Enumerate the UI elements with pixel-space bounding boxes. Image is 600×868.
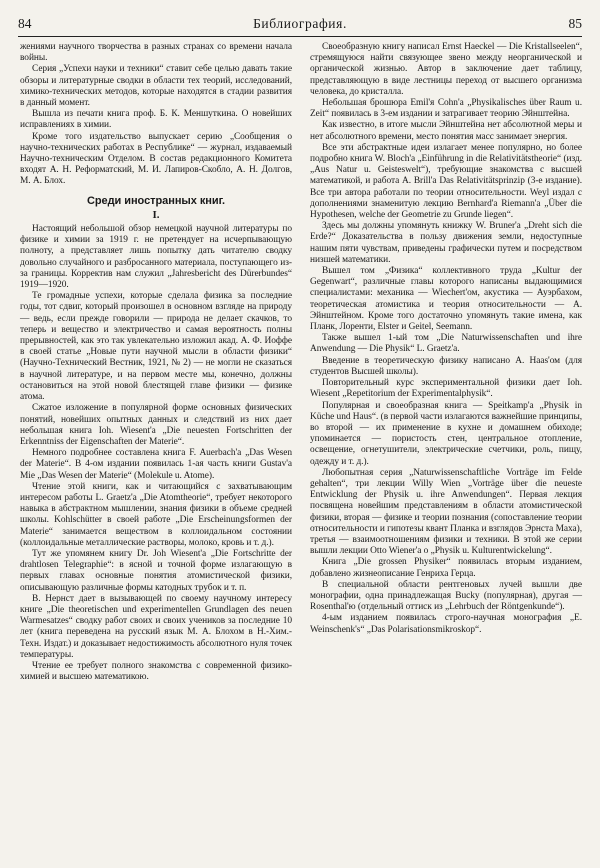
paragraph: Также вышел 1-ый том „Die Naturwissenschaften und ihre Anwendung — Die Physik“ L. Graetz'a. [310,333,582,355]
running-title: Библиография. [253,16,347,31]
section-title: Среди иностранных книг. [86,194,226,207]
paragraph: 4-ым изданием появилась строго-научная монография „E. Weinschenk's“ „Das Polarisationsmikroskop“. [310,613,582,635]
section-number: I. [152,208,160,221]
paragraph: Повторительный курс экспериментальной физики дает Ioh. Wiesent „Repetitorium der Experimentalphysik“. [310,378,582,400]
paragraph: Тут же упомянем книгу Dr. Joh Wiesent'a „Die Fortschritte der drahtlosen Telegraphie“: в ясной и точной форме излагающую в первых главах основные понятия атомистической физики, описывающую различные формы катодных трубок и т. п. [20,548,292,593]
paragraph: Здесь мы должны упомянуть книжку W. Bruner'a „Dreht sich die Erde?“ Доказательства в пользу движения земли, недоступные нашим пяти чувствам, приведены графически путем и посредством низшей математики. [310,221,582,265]
paragraph: Любопытная серия „Naturwissenschaftliche Vorträge im Felde gehalten“, три лекции Willy Wien „Vorträge über die neueste Entwicklung der Physik u. ihre Anwendungen“. Первая лекция посвящена новейшим представлениям в области атомистической физики, вторая — физике и теории познания (сопоставление теории относительности и гипотезы квант Планка и взглядов Эрнста Маха), третья — взаимоотношениям физики и техники. В этой же серии вышли лекции Otto Wiener'a о „Physik u. Kulturentwickelung“. [310,467,582,557]
left-column [20,42,292,683]
paragraph: Вышел том „Физика“ коллективного труда „Kultur der Gegenwart“, различные главы которого написаны выдающимися специалистами: механика — Wiechert'ом, акустика — Ауэрбахом, теоретическая атомистика и теория относительности — А. Эйнштейном. Кроме того достаточно упомянуть такие имена, как Планк, Лоренти, Elster и Geitel, Seemann. [310,266,582,333]
paragraph: В. Нернст дает в вызывающей по своему научному интересу книге „Die theoretischen und experimentellen Grundlagen des neuen Warmesatzes“ сводку работ своих и своих учеников за последние 10 лет (книга переведена на русский язык М. А. Блохом в Н.-Хим.-Техн. Издат.) и доказывает недостижимость абсолютного нуля точек температуры. [20,593,292,660]
right-column [310,42,582,636]
paragraph: Книга „Die grossen Physiker“ появилась вторым изданием, добавлено жизнеописание Генриха Герца. [310,557,582,579]
page-number-left: 84 [18,16,32,31]
paragraph: Небольшая брошюра Emil'я Cohn'а „Physikalisches über Raum u. Zeit“ появилась в 3-ем издании и затрагивает теорию Эйнштейна. [310,98,582,120]
paragraph: Чтение этой книги, как и читающийся с захватывающим интересом работы L. Graetz'a „Die Atomtheorie“, требует некоторого навыка в абстрактном мышлении, знания физики в объеме средней школы. Kohlschütter в своей работе „Die Erscheinungsformen der Materie“ занимается веществом в коллоидальном состоянии (коллоидальные металлические растворы, молоко, кровь и т. д.). [20,481,292,548]
paragraph: В специальной области рентгеновых лучей вышли две монографии, одна принадлежащая Bucky (популярная), другая — Rosenthal'ю (отдельный оттиск из „Lehrbuch der Röntgenkunde“). [310,579,582,613]
header-rule [18,36,582,37]
paragraph: Введение в теоретическую физику написано A. Haas'ом (для студентов Высшей школы). [310,355,582,377]
paragraph: Популярная и своеобразная книга — Speitkamp'a „Physik in Küche und Haus“. (в первой части излагаются важнейшие принципы, во второй — их применение в кухне и домашнем обиходе; упоминается — пористость стен, центральное отопление, освещение, огнетушители, электрические счетчики, роль, пищу, одежду и т. д.). [310,400,582,467]
paragraph: Своеобразную книгу написал Ernst Haeckel — Die Kristallseelen“, стремящуюся найти связующее звено между неорганической и органической жизнью. Автор в заключение дает таблицу, представляющую в виде лестницы переход от высшего организма человека, до кристалла. [310,42,582,97]
page-number-right: 85 [568,16,582,31]
paragraph: Кроме того издательство выпускает серию „Сообщения о научно-технических работах в Республике“ — журнал, издаваемый Научно-техническим Отделом. В состав редакционного Комитета входят А. Н. Реформатский, М. И. Лапиров-Скобло, А. Н. Долгов, М. А. Блох. [20,131,292,187]
paragraph: Настоящий небольшой обзор немецкой научной литературы по физике и химии за 1919 г. не претендует на исчерпывающую полноту, а представляет лишь попытку дать читателю сводку довольно случайного и разбросанного материала, поступающего из-за границы. Корректив нам служил „Jahresbericht des Dürerbundes“ 1919—1920. [20,224,292,291]
paragraph: Все эти абстрактные идеи излагает менее популярно, но более подробно книга W. Bloch'a „Einführung in die Relativitätstheorie“ (изд. „Aus Natur u. Geisteswelt“), требующие знакомства с высшей математикой, и работа A. Brill'a Das Relativitätsprinzip (3-е издание). Все три автора работали по теории относительности. Weyl издал с дополнениями знаменитую лекцию Bernhard'a Riemann'a „Über die Hypothesen, welche der Geometrie zu Grunde liegen“. [310,142,582,221]
paragraph: Как известно, в итоге мысли Эйнштейна нет абсолютной меры и нет абсолютного времени, место понятия масс занимает энергия. [310,120,582,142]
paragraph: Немного подробнее составлена книга F. Auerbach'a „Das Wesen der Materie“. В 4-ом издании появилась 1-ая часть книги Gustav'a Mie „Das Wesen der Materie“ (Molekule u. Atome). [20,448,292,481]
paragraph: Те громадные успехи, которые сделала физика за последние годы, тот сдвиг, который произошел в основном взгляде на природу — ведь, если прежде говорили — природа не делает скачков, то теперь и вещество и электричество и самая вероятность полны прерывностей, как это так увлекательно изложил акад. А. Ф. Иоффе в своей статье „Новые пути научной мысли в области физики“ (Научно-Технический Вестник, 1921, № 2) — не могли не сказаться в научной литературе, и на первом месте мы, конечно, должны остановиться на этой новой блестящей главе физики — физике атома. [20,291,292,403]
page-header [18,14,582,34]
paragraph: Вышла из печати книга проф. Б. К. Меншуткина. О новейших исправлениях в химии. [20,109,292,131]
paragraph: Чтение ее требует полного знакомства с современной физико-химией и высшею математикою. [20,660,292,683]
paragraph: Сжатое изложение в популярной форме основных физических понятий, новейших опытных данных и следствий из них дает небольшая книга Ioh. Wiesent'a „Die neuesten Fortschritten der Erkenntniss der Eigenschaften der Materie“. [20,403,292,447]
paragraph: Серия „Успехи науки и техники“ ставит себе целью давать такие обзоры и литературные сводки в области тех теорий, исследований, химико-технических методов, которые находятся в стадии развития в данный момент. [20,64,292,109]
paragraph: жениями научного творчества в разных странах со времени начала войны. [20,42,292,64]
